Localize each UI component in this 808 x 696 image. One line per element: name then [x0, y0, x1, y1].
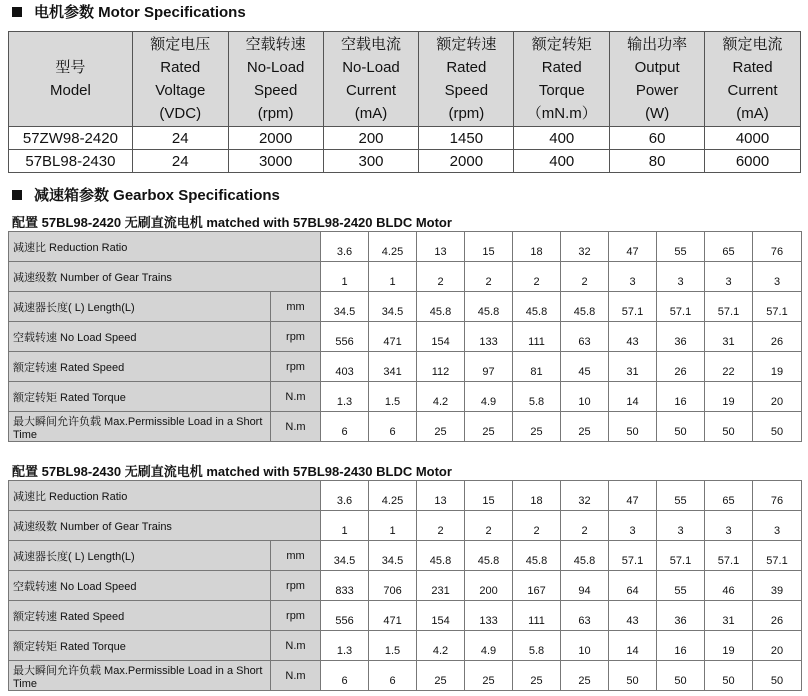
value-cell: 57.1: [609, 292, 657, 322]
row-label: 最大瞬间允许负载 Max.Permissible Load in a Short Time: [9, 661, 271, 691]
gear-row: [9, 571, 802, 601]
header-line: Model: [49, 82, 91, 99]
motor-section-title: 电机参数 Motor Specifications: [34, 4, 246, 21]
value-cell: 13: [417, 481, 465, 511]
value-cell: 57.1: [609, 541, 657, 571]
value-cell: 556: [321, 601, 369, 631]
value-cell: 55: [657, 232, 705, 262]
unit-cell: mm: [271, 292, 321, 322]
value-cell: 14: [609, 631, 657, 661]
gear-row: [9, 412, 802, 442]
value-cell: 1: [369, 262, 417, 292]
value-cell: 3: [753, 262, 802, 292]
value-cell: 1: [321, 262, 369, 292]
value-cell: 50: [753, 661, 802, 691]
header-line: 额定转矩: [531, 36, 592, 53]
gearbox-table-2: [8, 480, 802, 691]
value-cell: 24: [132, 127, 228, 150]
value-cell: 6: [369, 412, 417, 442]
value-cell: 31: [705, 322, 753, 352]
value-cell: 111: [513, 601, 561, 631]
value-cell: 3.6: [321, 481, 369, 511]
value-cell: 45.8: [417, 541, 465, 571]
value-cell: 3: [657, 262, 705, 292]
value-cell: 45.8: [417, 292, 465, 322]
value-cell: 3: [705, 262, 753, 292]
value-cell: 19: [753, 352, 802, 382]
value-cell: 18: [513, 481, 561, 511]
motor-row: [9, 150, 801, 173]
value-cell: 6000: [705, 150, 801, 173]
motor-section-heading: [12, 1, 246, 22]
row-label: 减速器长度( L) Length(L): [9, 292, 271, 322]
value-cell: 57.1: [753, 541, 802, 571]
value-cell: 3: [609, 511, 657, 541]
header-line: 额定电压: [150, 36, 211, 53]
value-cell: 231: [417, 571, 465, 601]
value-cell: 36: [657, 322, 705, 352]
value-cell: 25: [465, 412, 513, 442]
value-cell: 341: [369, 352, 417, 382]
value-cell: 133: [465, 601, 513, 631]
value-cell: 4.25: [369, 232, 417, 262]
row-label: 减速比 Reduction Ratio: [9, 232, 321, 262]
value-cell: 5.8: [513, 382, 561, 412]
value-cell: 200: [323, 127, 419, 150]
value-cell: 47: [609, 232, 657, 262]
value-cell: 45.8: [513, 541, 561, 571]
value-cell: 45: [561, 352, 609, 382]
header-line: Rated: [160, 59, 201, 76]
value-cell: 2: [465, 511, 513, 541]
unit-cell: mm: [271, 541, 321, 571]
value-cell: 57.1: [705, 292, 753, 322]
value-cell: 400: [514, 150, 610, 173]
gear-row: [9, 232, 802, 262]
value-cell: 50: [657, 661, 705, 691]
value-cell: 3000: [228, 150, 323, 173]
value-cell: 65: [705, 232, 753, 262]
header-line: (rpm): [448, 105, 485, 122]
value-cell: 65: [705, 481, 753, 511]
value-cell: 31: [609, 352, 657, 382]
header-line: Power: [635, 82, 679, 99]
value-cell: 6: [369, 661, 417, 691]
row-label: 额定转速 Rated Speed: [9, 601, 271, 631]
value-cell: 2: [465, 262, 513, 292]
value-cell: 45.8: [561, 541, 609, 571]
gear-row: [9, 481, 802, 511]
value-cell: 154: [417, 601, 465, 631]
unit-cell: N.m: [271, 631, 321, 661]
value-cell: 2: [513, 511, 561, 541]
unit-cell: N.m: [271, 412, 321, 442]
value-cell: 15: [465, 232, 513, 262]
value-cell: 471: [369, 322, 417, 352]
header-line: No-Load: [342, 59, 400, 76]
header-line: Rated: [732, 59, 773, 76]
value-cell: 3: [609, 262, 657, 292]
value-cell: 3.6: [321, 232, 369, 262]
header-line: (mA): [736, 105, 769, 122]
value-cell: 300: [323, 150, 419, 173]
value-cell: 50: [609, 412, 657, 442]
value-cell: 64: [609, 571, 657, 601]
value-cell: 32: [561, 481, 609, 511]
value-cell: 76: [753, 232, 802, 262]
value-cell: 55: [657, 571, 705, 601]
gear-row: [9, 601, 802, 631]
row-label: 最大瞬间允许负载 Max.Permissible Load in a Short Time: [9, 412, 271, 442]
value-cell: 34.5: [321, 292, 369, 322]
value-cell: 1.5: [369, 631, 417, 661]
value-cell: 25: [561, 661, 609, 691]
value-cell: 57.1: [657, 292, 705, 322]
row-label: 减速级数 Number of Gear Trains: [9, 511, 321, 541]
header-line: （mN.m）: [526, 105, 597, 122]
row-label: 额定转矩 Rated Torque: [9, 631, 271, 661]
value-cell: 400: [514, 127, 610, 150]
value-cell: 50: [753, 412, 802, 442]
value-cell: 1: [369, 511, 417, 541]
value-cell: 57.1: [657, 541, 705, 571]
header-line: Speed: [444, 82, 489, 99]
gear-row: [9, 352, 802, 382]
value-cell: 18: [513, 232, 561, 262]
gear-row: [9, 322, 802, 352]
value-cell: 112: [417, 352, 465, 382]
value-cell: 2: [417, 511, 465, 541]
motor-header-cell: [610, 32, 705, 127]
value-cell: 60: [610, 127, 705, 150]
row-label: 减速级数 Number of Gear Trains: [9, 262, 321, 292]
value-cell: 57.1: [753, 292, 802, 322]
motor-spec-table: [8, 31, 801, 173]
value-cell: 6: [321, 412, 369, 442]
value-cell: 26: [657, 352, 705, 382]
value-cell: 10: [561, 631, 609, 661]
header-line: 额定转速: [436, 36, 497, 53]
model-cell: 57BL98-2430: [9, 150, 133, 173]
unit-cell: rpm: [271, 322, 321, 352]
value-cell: 20: [753, 382, 802, 412]
value-cell: 46: [705, 571, 753, 601]
value-cell: 50: [705, 661, 753, 691]
square-bullet-icon: [12, 7, 22, 17]
unit-cell: rpm: [271, 601, 321, 631]
motor-header-row: [9, 32, 801, 127]
gearbox-table-1-caption: 配置 57BL98-2420 无刷直流电机 matched with 57BL98-2420 BLDC Motor: [12, 215, 452, 230]
value-cell: 55: [657, 481, 705, 511]
value-cell: 4.9: [465, 382, 513, 412]
value-cell: 34.5: [321, 541, 369, 571]
value-cell: 25: [513, 661, 561, 691]
value-cell: 45.8: [465, 292, 513, 322]
value-cell: 26: [753, 322, 802, 352]
value-cell: 4.25: [369, 481, 417, 511]
value-cell: 76: [753, 481, 802, 511]
value-cell: 4000: [705, 127, 801, 150]
value-cell: 167: [513, 571, 561, 601]
header-line: Current: [345, 82, 397, 99]
value-cell: 403: [321, 352, 369, 382]
row-label: 额定转矩 Rated Torque: [9, 382, 271, 412]
gear-row: [9, 631, 802, 661]
value-cell: 32: [561, 232, 609, 262]
value-cell: 63: [561, 601, 609, 631]
value-cell: 15: [465, 481, 513, 511]
header-line: (W): [645, 105, 670, 122]
value-cell: 4.2: [417, 382, 465, 412]
header-line: 额定电流: [722, 36, 783, 53]
gear-row: [9, 382, 802, 412]
header-line: 型号: [55, 59, 86, 76]
header-line: Output: [634, 59, 680, 76]
value-cell: 25: [465, 661, 513, 691]
value-cell: 4.2: [417, 631, 465, 661]
motor-header-cell: [705, 32, 801, 127]
value-cell: 43: [609, 322, 657, 352]
header-line: 空载转速: [245, 36, 306, 53]
header-line: (mA): [354, 105, 388, 122]
gearbox-section-title: 减速箱参数 Gearbox Specifications: [34, 187, 280, 204]
header-line: (rpm): [257, 105, 294, 122]
value-cell: 2000: [419, 150, 514, 173]
value-cell: 63: [561, 322, 609, 352]
gearbox-section-heading: [12, 184, 280, 205]
square-bullet-icon: [12, 190, 22, 200]
gear-row: [9, 292, 802, 322]
value-cell: 16: [657, 631, 705, 661]
value-cell: 13: [417, 232, 465, 262]
value-cell: 1.3: [321, 382, 369, 412]
motor-header-cell: [228, 32, 323, 127]
value-cell: 14: [609, 382, 657, 412]
value-cell: 2: [561, 262, 609, 292]
gearbox-table-1: [8, 231, 802, 442]
header-line: Current: [727, 82, 778, 99]
value-cell: 57.1: [705, 541, 753, 571]
value-cell: 556: [321, 322, 369, 352]
value-cell: 2: [561, 511, 609, 541]
header-line: No-Load: [246, 59, 305, 76]
value-cell: 25: [417, 412, 465, 442]
value-cell: 50: [705, 412, 753, 442]
header-line: Rated: [446, 59, 487, 76]
motor-header-cell: [323, 32, 419, 127]
unit-cell: N.m: [271, 661, 321, 691]
value-cell: 10: [561, 382, 609, 412]
value-cell: 133: [465, 322, 513, 352]
value-cell: 2000: [228, 127, 323, 150]
value-cell: 19: [705, 382, 753, 412]
value-cell: 3: [657, 511, 705, 541]
value-cell: 1.5: [369, 382, 417, 412]
value-cell: 25: [417, 661, 465, 691]
value-cell: 22: [705, 352, 753, 382]
value-cell: 94: [561, 571, 609, 601]
header-line: Rated: [541, 59, 582, 76]
value-cell: 3: [705, 511, 753, 541]
row-label: 减速比 Reduction Ratio: [9, 481, 321, 511]
value-cell: 2: [513, 262, 561, 292]
value-cell: 47: [609, 481, 657, 511]
value-cell: 1: [321, 511, 369, 541]
gear-row: [9, 661, 802, 691]
value-cell: 39: [753, 571, 802, 601]
value-cell: 34.5: [369, 541, 417, 571]
model-cell: 57ZW98-2420: [9, 127, 133, 150]
row-label: 额定转速 Rated Speed: [9, 352, 271, 382]
value-cell: 833: [321, 571, 369, 601]
value-cell: 43: [609, 601, 657, 631]
header-line: 空载电流: [340, 36, 401, 53]
header-line: 输出功率: [627, 36, 688, 53]
value-cell: 3: [753, 511, 802, 541]
header-line: Torque: [538, 82, 585, 99]
value-cell: 24: [132, 150, 228, 173]
header-line: Speed: [253, 82, 298, 99]
row-label: 空载转速 No Load Speed: [9, 322, 271, 352]
header-line: (VDC): [159, 105, 202, 122]
value-cell: 20: [753, 631, 802, 661]
value-cell: 45.8: [465, 541, 513, 571]
motor-header-cell: [514, 32, 610, 127]
value-cell: 45.8: [513, 292, 561, 322]
value-cell: 80: [610, 150, 705, 173]
value-cell: 16: [657, 382, 705, 412]
value-cell: 36: [657, 601, 705, 631]
row-label: 空载转速 No Load Speed: [9, 571, 271, 601]
row-label: 减速器长度( L) Length(L): [9, 541, 271, 571]
header-line: Voltage: [155, 82, 206, 99]
value-cell: 19: [705, 631, 753, 661]
value-cell: 45.8: [561, 292, 609, 322]
gear-row: [9, 262, 802, 292]
motor-row: [9, 127, 801, 150]
unit-cell: N.m: [271, 382, 321, 412]
value-cell: 50: [657, 412, 705, 442]
unit-cell: rpm: [271, 571, 321, 601]
unit-cell: rpm: [271, 352, 321, 382]
value-cell: 4.9: [465, 631, 513, 661]
value-cell: 34.5: [369, 292, 417, 322]
value-cell: 6: [321, 661, 369, 691]
value-cell: 81: [513, 352, 561, 382]
value-cell: 154: [417, 322, 465, 352]
value-cell: 25: [513, 412, 561, 442]
gear-row: [9, 541, 802, 571]
value-cell: 471: [369, 601, 417, 631]
value-cell: 5.8: [513, 631, 561, 661]
value-cell: 97: [465, 352, 513, 382]
motor-header-cell: [419, 32, 514, 127]
value-cell: 25: [561, 412, 609, 442]
value-cell: 1.3: [321, 631, 369, 661]
value-cell: 706: [369, 571, 417, 601]
value-cell: 26: [753, 601, 802, 631]
gearbox-table-2-caption: 配置 57BL98-2430 无刷直流电机 matched with 57BL98-2430 BLDC Motor: [12, 464, 452, 479]
value-cell: 111: [513, 322, 561, 352]
gear-row: [9, 511, 802, 541]
motor-header-cell: [9, 32, 133, 127]
value-cell: 200: [465, 571, 513, 601]
value-cell: 31: [705, 601, 753, 631]
value-cell: 2: [417, 262, 465, 292]
motor-header-cell: [132, 32, 228, 127]
value-cell: 1450: [419, 127, 514, 150]
value-cell: 50: [609, 661, 657, 691]
